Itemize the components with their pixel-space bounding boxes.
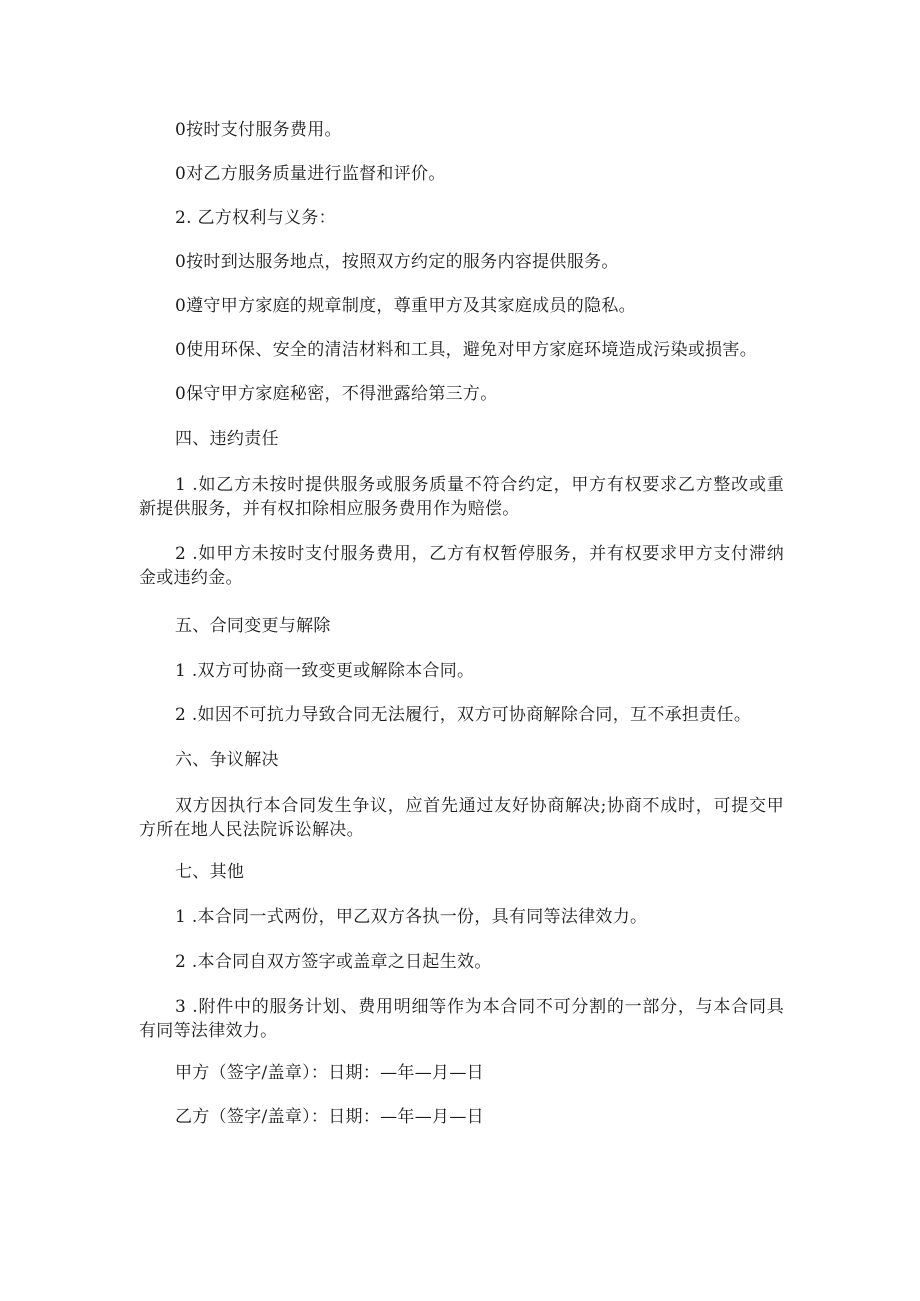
party-a-signature: 甲方（签字/盖章）：日期：—年—月—日	[175, 1063, 484, 1083]
party-b-item-2: 0遵守甲方家庭的规章制度，尊重甲方及其家庭成员的隐私。	[175, 296, 636, 316]
section7-item-1: 1 .本合同一式两份，甲乙双方各执一份，具有同等法律效力。	[175, 907, 648, 927]
party-b-heading: 2. 乙方权利与义务：	[175, 208, 336, 228]
party-a-duty-1: 0按时支付服务费用。	[175, 120, 342, 140]
party-b-item-1: 0按时到达服务地点，按照双方约定的服务内容提供服务。	[175, 252, 619, 272]
section7-heading: 七、其他	[175, 862, 245, 882]
section4-heading: 四、违约责任	[175, 429, 279, 449]
section4-item-1: 1 .如乙方未按时提供服务或服务质量不符合约定，甲方有权要求乙方整改或重新提供服务，并有权扣除相应服务费用作为赔偿。	[139, 475, 784, 519]
party-b-item-3: 0使用环保、安全的清洁材料和工具，避免对甲方家庭环境造成污染或损害。	[175, 340, 758, 360]
section6-body: 双方因执行本合同发生争议，应首先通过友好协商解决;协商不成时，可提交甲方所在地人民法院诉讼解决。	[139, 796, 784, 840]
party-b-item-4: 0保守甲方家庭秘密，不得泄露给第三方。	[175, 384, 498, 404]
section5-heading: 五、合同变更与解除	[175, 616, 331, 636]
party-a-duty-2: 0对乙方服务质量进行监督和评价。	[175, 164, 446, 184]
section7-item-3: 3 .附件中的服务计划、费用明细等作为本合同不可分割的一部分，与本合同具有同等法律效力。	[139, 997, 784, 1041]
section4-item-2: 2 .如甲方未按时支付服务费用，乙方有权暂停服务，并有权要求甲方支付滞纳金或违约金。	[139, 544, 784, 588]
section7-item-2: 2 .本合同自双方签字或盖章之日起生效。	[175, 952, 492, 972]
section5-item-2: 2 .如因不可抗力导致合同无法履行，双方可协商解除合同，互不承担责任。	[175, 705, 752, 725]
section5-item-1: 1 .双方可协商一致变更或解除本合同。	[175, 661, 475, 681]
section6-heading: 六、争议解决	[175, 750, 279, 770]
party-b-signature: 乙方（签字/盖章）：日期：—年—月—日	[175, 1107, 484, 1127]
